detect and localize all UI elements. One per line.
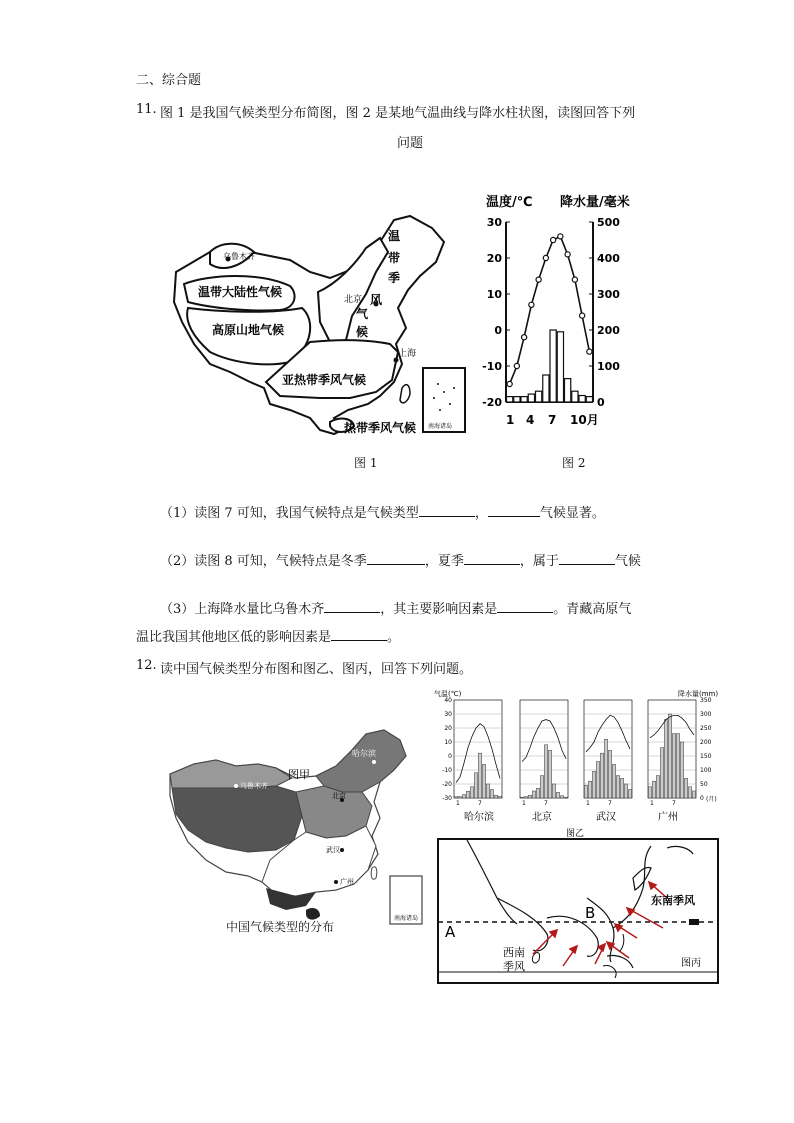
label-plateau-climate: 高原山地气候 bbox=[212, 323, 285, 337]
precip-bar bbox=[454, 797, 457, 798]
precip-bar bbox=[664, 720, 667, 798]
yi-temp-tick: -30 bbox=[442, 795, 452, 802]
month-tick: 1 bbox=[522, 800, 526, 807]
precip-bar bbox=[572, 391, 578, 402]
precip-bar bbox=[556, 792, 559, 798]
yi-temp-tick: -10 bbox=[442, 767, 452, 774]
label-point-b: B bbox=[585, 904, 596, 922]
precip-bar bbox=[592, 771, 595, 798]
month-tick: 7 bbox=[544, 800, 548, 807]
precip-bar bbox=[462, 795, 465, 798]
precip-bar bbox=[528, 795, 531, 798]
precip-bar bbox=[680, 742, 683, 798]
precip-bar bbox=[536, 391, 542, 402]
yi-precip-tick: 100 bbox=[700, 767, 712, 774]
fig2-caption: 图 2 bbox=[562, 456, 586, 470]
precip-bar bbox=[543, 375, 549, 402]
precip-bar bbox=[514, 397, 520, 402]
temp-tick-label: 20 bbox=[486, 252, 502, 265]
month-tick: 1 bbox=[456, 800, 460, 807]
temp-tick-label: 30 bbox=[486, 216, 502, 229]
answer-blank[interactable] bbox=[559, 552, 615, 565]
precip-bar bbox=[524, 797, 527, 798]
temperature-point bbox=[580, 313, 585, 318]
fig1-caption: 图 1 bbox=[354, 456, 378, 470]
climate-panel-1 bbox=[520, 700, 568, 807]
temperature-point bbox=[514, 363, 519, 368]
yi-temp-tick: 20 bbox=[444, 725, 452, 732]
yi-temp-tick: 40 bbox=[444, 697, 452, 704]
label-urumqi: 乌鲁木齐 bbox=[223, 252, 255, 261]
precip-bar bbox=[536, 788, 539, 798]
precip-bar bbox=[521, 397, 527, 402]
yi-right-axis-title: 降水量(mm) bbox=[678, 690, 719, 698]
china-climate-map-jia bbox=[166, 726, 426, 942]
city-harbin: 哈尔滨 bbox=[464, 812, 494, 823]
month-tick: 7 bbox=[672, 800, 676, 807]
precip-bar bbox=[600, 753, 603, 798]
climate-chart-fig2 bbox=[478, 188, 648, 438]
map-caption-jia: 中国气候类型的分布 bbox=[226, 920, 335, 934]
answer-blank[interactable] bbox=[331, 628, 387, 641]
temp-tick-label: -10 bbox=[482, 360, 502, 373]
temperature-point bbox=[543, 255, 548, 260]
precip-bar bbox=[628, 790, 631, 798]
label-subtropical-monsoon: 亚热带季风气候 bbox=[282, 373, 367, 387]
month-tick: 1 bbox=[586, 800, 590, 807]
yi-month-unit: (月) bbox=[706, 796, 717, 803]
label-temperate-continental: 温带大陆性气候 bbox=[198, 285, 283, 299]
precip-bar bbox=[624, 784, 627, 798]
yi-precip-tick: 0 bbox=[700, 795, 704, 802]
label-southwest-1: 西南 bbox=[503, 946, 525, 959]
precip-bar bbox=[458, 797, 461, 798]
temperature-point bbox=[551, 237, 556, 242]
precip-bar bbox=[470, 787, 473, 798]
temp-axis-title: 温度/℃ bbox=[486, 195, 533, 210]
temp-tick-label: -20 bbox=[482, 396, 502, 409]
precip-bar bbox=[490, 790, 493, 798]
label-point-a: A bbox=[445, 923, 456, 941]
label-temperate-monsoon-3: 季 bbox=[388, 271, 401, 285]
question-11-number: 11. bbox=[136, 102, 157, 117]
label-beijing-jia: 北京 bbox=[332, 792, 346, 800]
yi-left-axis-title: 气温(℃) bbox=[434, 690, 462, 698]
precip-tick-label: 200 bbox=[597, 324, 620, 337]
precip-bar bbox=[520, 797, 523, 798]
answer-blank[interactable] bbox=[367, 552, 425, 565]
answer-blank[interactable] bbox=[488, 504, 540, 517]
city-guangzhou: 广州 bbox=[658, 812, 678, 823]
section-title: 二、综合题 bbox=[136, 73, 202, 88]
sub-question-2: （2）读图 8 可知，气候特点是冬季 ，夏季 ，属于 气候 bbox=[160, 554, 641, 569]
label-inset: 南海诸岛 bbox=[428, 423, 453, 430]
label-southeast-monsoon: 东南季风 bbox=[651, 894, 695, 907]
temperature-point bbox=[522, 335, 527, 340]
precip-bar bbox=[584, 785, 587, 798]
climate-charts-yi bbox=[432, 688, 722, 838]
fig-bing-caption: 图丙 bbox=[681, 958, 701, 969]
label-urumqi-jia: 乌鲁木齐 bbox=[240, 782, 268, 790]
temperature-point bbox=[529, 302, 534, 307]
answer-blank[interactable] bbox=[497, 600, 553, 613]
precip-bar bbox=[540, 776, 543, 798]
month-tick: 7 bbox=[608, 800, 612, 807]
answer-blank[interactable] bbox=[419, 504, 475, 517]
precip-bar bbox=[532, 791, 535, 798]
precip-bar bbox=[466, 791, 469, 798]
map-title-jia: 图甲 bbox=[288, 768, 310, 781]
yi-precip-tick: 200 bbox=[700, 739, 712, 746]
answer-blank[interactable] bbox=[324, 600, 380, 613]
precip-bar bbox=[684, 778, 687, 798]
precip-tick-label: 0 bbox=[597, 396, 605, 409]
answer-blank[interactable] bbox=[464, 552, 520, 565]
precip-bar bbox=[652, 781, 655, 798]
label-inset-jia: 南海诸岛 bbox=[394, 915, 419, 922]
precip-bar bbox=[596, 762, 599, 798]
climate-panel-3 bbox=[648, 700, 696, 807]
month-tick: 7 bbox=[478, 800, 482, 807]
precip-tick-label: 500 bbox=[597, 216, 620, 229]
precip-bar bbox=[528, 394, 534, 402]
yi-precip-tick: 300 bbox=[700, 711, 712, 718]
label-shanghai: 上海 bbox=[398, 349, 417, 359]
temperature-point bbox=[587, 349, 592, 354]
temp-tick-label: 0 bbox=[494, 324, 502, 337]
label-harbin: 哈尔滨 bbox=[352, 749, 376, 758]
label-guangzhou-jia: 广州 bbox=[340, 878, 354, 886]
precip-bar bbox=[486, 784, 489, 798]
precip-bar bbox=[616, 776, 619, 798]
yi-temp-tick: 30 bbox=[444, 711, 452, 718]
precip-bar bbox=[564, 797, 567, 798]
x-tick-10: 10月 bbox=[570, 413, 599, 427]
precip-bar bbox=[548, 750, 551, 798]
label-temperate-monsoon-6: 候 bbox=[356, 325, 369, 339]
x-tick-4: 4 bbox=[526, 413, 535, 427]
precip-bar bbox=[557, 332, 563, 402]
precip-bar bbox=[579, 396, 585, 402]
temp-tick-label: 10 bbox=[486, 288, 502, 301]
precip-bar bbox=[474, 773, 477, 798]
question-12-stem: 读中国气候类型分布图和图乙、图丙，回答下列问题。 bbox=[160, 662, 473, 677]
yi-precip-tick: 250 bbox=[700, 725, 712, 732]
label-temperate-monsoon-1: 温 bbox=[388, 229, 401, 243]
precip-bar bbox=[656, 776, 659, 798]
precip-bar bbox=[612, 764, 615, 798]
precip-axis-title: 降水量/毫米 bbox=[560, 195, 630, 210]
yi-precip-tick: 350 bbox=[700, 697, 712, 704]
month-tick: 1 bbox=[650, 800, 654, 807]
monsoon-map-bing bbox=[437, 838, 719, 984]
climate-panel-0 bbox=[454, 700, 502, 807]
precip-bar bbox=[648, 787, 651, 798]
label-wuhan-jia: 武汉 bbox=[326, 846, 340, 854]
question-12-number: 12. bbox=[136, 658, 157, 673]
label-temperate-monsoon-2: 带 bbox=[388, 251, 401, 265]
precip-bar bbox=[560, 796, 563, 798]
precip-bar bbox=[586, 397, 592, 402]
precip-bar bbox=[550, 330, 556, 402]
yi-temp-tick: 10 bbox=[444, 739, 452, 746]
china-climate-map-fig1 bbox=[170, 212, 470, 442]
label-temperate-monsoon-4: 风 bbox=[370, 293, 383, 307]
precip-bar bbox=[494, 795, 497, 798]
precip-bar bbox=[660, 748, 663, 798]
precip-bar bbox=[482, 764, 485, 798]
climate-panel-2 bbox=[584, 700, 632, 807]
precip-bar bbox=[620, 778, 623, 798]
precip-bar bbox=[498, 796, 501, 798]
precip-bar bbox=[676, 734, 679, 798]
sub-question-3: （3）上海降水量比乌鲁木齐 ，其主要影响因素是 。青藏高原气 bbox=[160, 602, 632, 617]
temperature-point bbox=[565, 252, 570, 257]
yi-temp-tick: 0 bbox=[448, 753, 452, 760]
precip-bar bbox=[672, 734, 675, 798]
question-11-stem-cont: 问题 bbox=[397, 136, 424, 151]
precip-bar bbox=[608, 750, 611, 798]
precip-tick-label: 100 bbox=[597, 360, 620, 373]
precip-bar bbox=[588, 781, 591, 798]
precip-bar bbox=[478, 753, 481, 798]
temperature-point bbox=[536, 277, 541, 282]
yi-precip-tick: 150 bbox=[700, 753, 712, 760]
fig-yi-caption: 图乙 bbox=[566, 829, 585, 838]
city-beijing: 北京 bbox=[532, 812, 552, 823]
yi-precip-tick: 50 bbox=[700, 781, 708, 788]
city-wuhan: 武汉 bbox=[596, 812, 616, 823]
label-temperate-monsoon-5: 气 bbox=[356, 307, 369, 321]
temperature-point bbox=[558, 234, 563, 239]
sub-question-3-cont: 温比我国其他地区低的影响因素是 。 bbox=[136, 630, 401, 645]
precip-tick-label: 400 bbox=[597, 252, 620, 265]
question-11-stem: 图 1 是我国气候类型分布简图，图 2 是某地气温曲线与降水柱状图，读图回答下列 bbox=[160, 106, 636, 121]
x-tick-1: 1 bbox=[506, 413, 515, 427]
precip-bar bbox=[544, 745, 547, 798]
sub-question-1: （1）读图 7 可知，我国气候特点是气候类型 ， 气候显著。 bbox=[160, 506, 605, 521]
precip-bar bbox=[565, 379, 571, 402]
precip-tick-label: 300 bbox=[597, 288, 620, 301]
label-southwest-2: 季风 bbox=[503, 960, 525, 973]
label-tropical-monsoon: 热带季风气候 bbox=[344, 421, 417, 435]
label-beijing: 北京 bbox=[344, 295, 363, 305]
precip-bar bbox=[552, 784, 555, 798]
temperature-point bbox=[507, 381, 512, 386]
precip-bar bbox=[604, 739, 607, 798]
precip-bar bbox=[668, 714, 671, 798]
precip-bar bbox=[688, 787, 691, 798]
precip-bar bbox=[507, 397, 513, 402]
temperature-point bbox=[572, 277, 577, 282]
precip-bar bbox=[692, 791, 695, 798]
yi-temp-tick: -20 bbox=[442, 781, 452, 788]
x-tick-7: 7 bbox=[548, 413, 557, 427]
